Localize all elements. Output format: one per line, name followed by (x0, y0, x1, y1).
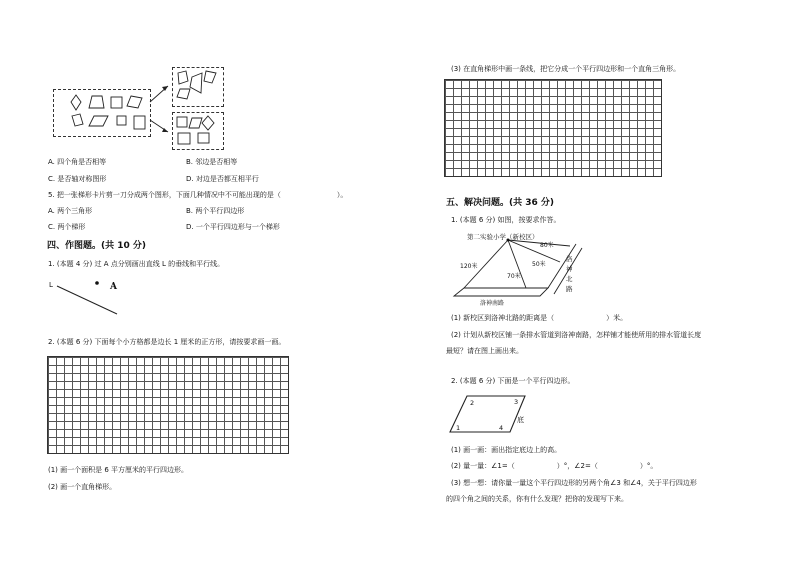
angle-3: 3 (514, 398, 519, 406)
q4-option-c: C. 是否轴对称图形 (48, 175, 107, 183)
q5-option-b: B. 两个平行四边形 (186, 207, 245, 215)
square-shape (111, 97, 122, 108)
p2-q2-part2: ）°，∠2=（ (556, 462, 598, 470)
section5-title: 五、解决问题。(共 36 分) (446, 198, 555, 208)
line-l-figure (45, 278, 165, 318)
point-a (95, 281, 99, 285)
q5-stem (48, 190, 347, 200)
angle-1: 1 (456, 424, 461, 432)
q4-option-d: D. 对边是否都互相平行 (186, 175, 259, 183)
school-mid-line (508, 240, 526, 288)
q4-option-b: B. 邻边是否相等 (186, 158, 238, 166)
q5-option-d: D. 一个平行四边形与一个梯形 (186, 223, 280, 231)
p2-q3-line1: (3) 想一想：请你量一量这个平行四边形的另两个角∠3 和∠4，关于平行四边形 (451, 479, 697, 487)
p2-q2-part1: (2) 量一量：∠1=（ (451, 462, 515, 470)
q5-stem-text: 5. 把一张梯形卡片剪一刀分成两个图形，下面几种情况中不可能出现的是（ (48, 191, 281, 199)
dist-50: 50米 (532, 261, 546, 268)
draw1-text: 1. (本题 4 分) 过 A 点分别画出直线 L 的垂线和平行线。 (48, 260, 225, 268)
group-bottom-shapes (172, 112, 224, 150)
draw2-sub1: (1) 画一个面积是 6 平方厘米的平行四边形。 (48, 466, 189, 474)
small-square-shape (117, 116, 126, 125)
q5-option-c: C. 两个梯形 (48, 223, 86, 231)
road-south-label: 洛神南路 (480, 300, 505, 307)
line-l (57, 286, 117, 314)
slanted-parallelogram-shape (89, 116, 108, 126)
quad-shape (127, 96, 142, 108)
rhombus-shape (71, 95, 81, 110)
drawing-grid-left[interactable] (47, 356, 289, 454)
p2-q3-line2: 的四个角之间的关系，你有什么发现？把你的发现写下来。 (446, 495, 628, 503)
p2-q1: (1) 画一画：画出指定底边上的高。 (451, 446, 562, 454)
p1-q2-line2: 最短？请在图上画出来。 (446, 347, 523, 355)
angle-2: 2 (470, 399, 475, 407)
group-top-shapes (172, 67, 224, 107)
angle-4: 4 (499, 424, 504, 432)
school-label: 第二实验小学（新校区） (467, 233, 539, 241)
q5-option-a: A. 两个三角形 (48, 207, 93, 215)
draw2-sub2: (2) 画一个直角梯形。 (48, 483, 117, 491)
dist-120: 120米 (460, 263, 478, 270)
draw2-sub3: (3) 在直角梯形中画一条线，把它分成一个平行四边形和一个直角三角形。 (451, 65, 681, 73)
drawing-grid-right[interactable] (444, 79, 662, 177)
draw2-text: 2. (本题 6 分) 下面每个小方格都是边长 1 厘米的正方形，请按要求画一画。 (48, 338, 286, 346)
q4-option-a: A. 四个角是否相等 (48, 158, 107, 166)
p1-q1-end: ）米。 (606, 314, 628, 322)
parallelogram-figure (440, 390, 540, 440)
dist-70: 70米 (507, 273, 521, 280)
base-label: 底 (517, 416, 524, 424)
section4-title: 四、作图题。(共 10 分) (47, 241, 147, 251)
p1-text: 1. (本题 6 分) 如图，按要求作答。 (451, 216, 561, 224)
road-south (454, 288, 548, 296)
trapezoid-shape (89, 96, 104, 108)
road-north-label: 洛神北路 (566, 255, 573, 293)
p1-q2-line1: (2) 计划从新校区铺一条排水管道到洛神南路，怎样铺才能使所用的排水管道长度 (451, 331, 702, 339)
q5-stem-end: ）。 (336, 191, 348, 199)
label-a: A (110, 282, 117, 292)
parallelogram-shape (72, 114, 83, 126)
dist-80: 80米 (540, 242, 554, 249)
p1-q1-text: (1) 新校区到洛神北路的距离是（ (451, 314, 555, 322)
p1-q1 (451, 313, 627, 323)
p2-text: 2. (本题 6 分) 下面是一个平行四边形。 (451, 377, 575, 385)
label-l: L (49, 281, 53, 289)
rect-shape (134, 116, 145, 129)
p2-q2 (451, 461, 657, 471)
p2-q2-part3: ）°。 (639, 462, 658, 470)
